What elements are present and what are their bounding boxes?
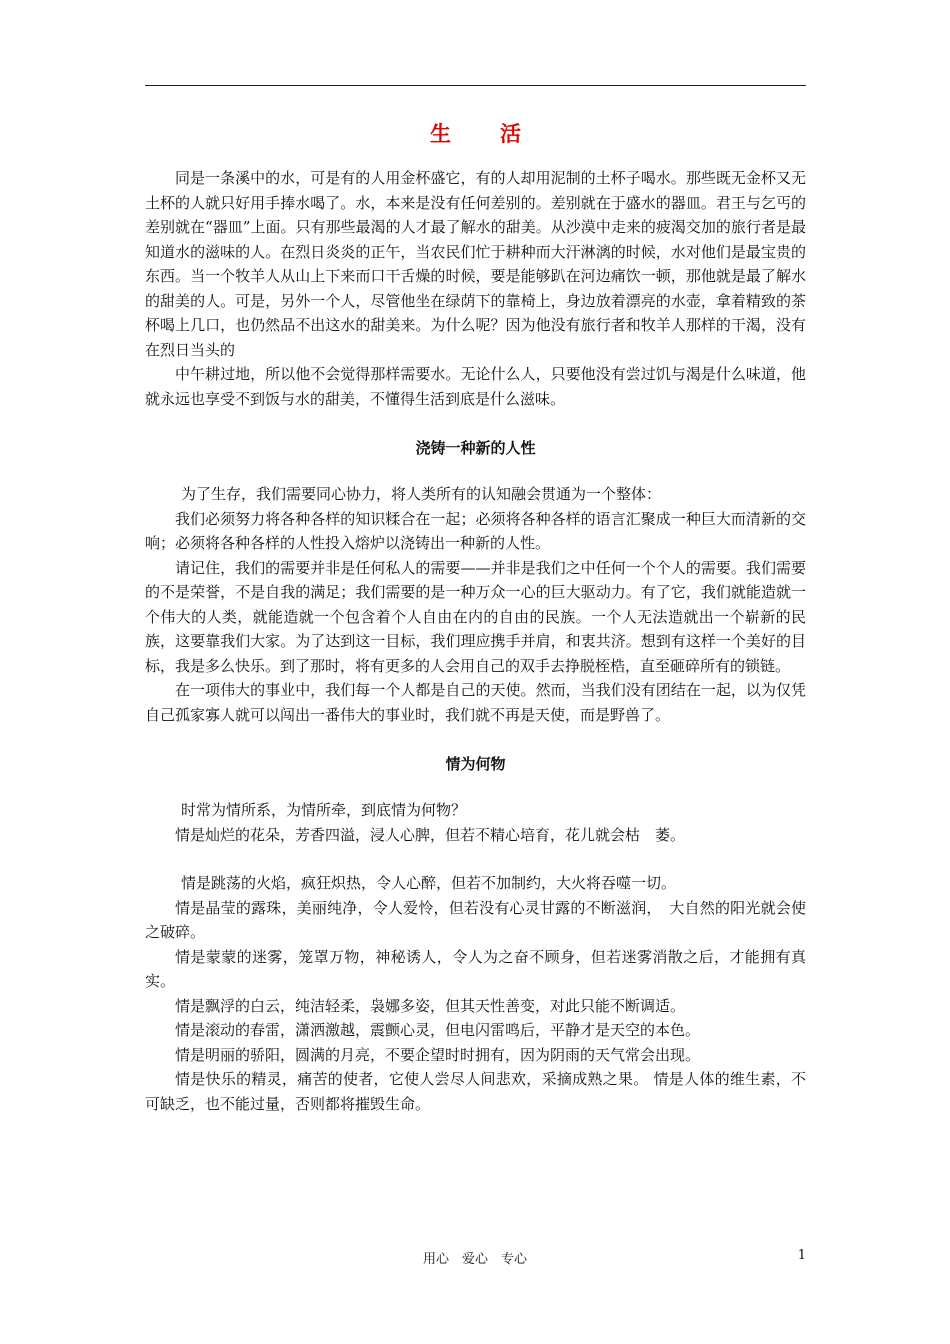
paragraph: 同是一条溪中的水，可是有的人用金杯盛它，有的人却用泥制的土杯子喝水。那些既无金杯又无土杯的人就只好用手捧水喝了。水，本来是没有任何差别的。差别就在于盛水的器皿。君王与乞丐的差别就在“器皿”上面。只有那些最渴的人才最了解水的甜美。从沙漠中走来的疲渴交加的旅行者是最知道水的滋味的人。在烈日炎炎的正午，当农民们忙于耕种而大汗淋漓的时候，水对他们是最宝贵的东西。当一个牧羊人从山上下来而口干舌燥的时候，要是能够趴在河边痛饮一顿，那他就是最了解水的甜美的人。可是，另外一个人，尽管他坐在绿荫下的靠椅上，身边放着漂亮的水壶，拿着精致的茶杯喝上几口，也仍然品不出这水的甜美来。为什么呢？因为他没有旅行者和牧羊人那样的干渴，没有在烈日当头的 bbox=[145, 169, 806, 359]
page-title: 生 活 bbox=[430, 121, 535, 146]
paragraph: 情是飘浮的白云，纯洁轻柔，袅娜多姿，但其天性善变，对此只能不断调适。 bbox=[175, 996, 686, 1015]
paragraph: 在一项伟大的事业中，我们每一个人都是自己的天使。然而，当我们没有团结在一起，以为仅凭自己孤家寡人就可以闯出一番伟大的事业时，我们就不再是天使，而是野兽了。 bbox=[145, 681, 806, 724]
paragraph: 情是明丽的骄阳，圆满的月亮，不要企望时时拥有，因为阴雨的天气常会出现。 bbox=[175, 1045, 701, 1064]
paragraph: 情是蒙蒙的迷雾，笼罩万物，神秘诱人，令人为之奋不顾身，但若迷雾消散之后，才能拥有真实。 bbox=[145, 947, 806, 990]
document-body bbox=[145, 118, 806, 1116]
paragraph: 情是滚动的春雷，潇洒激越，震颤心灵，但电闪雷鸣后，平静才是天空的本色。 bbox=[175, 1021, 701, 1039]
footer-motto: 用心 爱心 专心 bbox=[422, 1252, 527, 1267]
section-heading: 浇铸一种新的人性 bbox=[415, 439, 536, 457]
page-number: 1 bbox=[797, 1248, 806, 1263]
paragraph: 中午耕过地，所以他不会觉得那样需要水。无论什么人，只要他没有尝过饥与渴是什么味道，他就永远也享受不到饭与水的甜美，不懂得生活到底是什么滋味。 bbox=[145, 365, 806, 408]
paragraph: 请记住，我们的需要并非是任何私人的需要——并非是我们之中任何一个个人的需要。我们需要的不是荣誉，不是自我的满足；我们需要的是一种万众一心的巨大驱动力。有了它，我们就能造就一个伟大的人类，就能造就一个包含着个人自由在内的自由的民族。一个人无法造就出一个崭新的民族，这要靠我们大家。为了达到这一目标，我们理应携手并肩，和衷共济。想到有这样一个美好的目标，我是多么快乐。到了那时，将有更多的人会用自己的双手去挣脱桎梏，直至砸碎所有的锁链。 bbox=[145, 558, 806, 675]
paragraph: 我们必须努力将各种各样的知识糅合在一起；必须将各种各样的语言汇聚成一种巨大而清新的交响；必须将各种各样的人性投入熔炉以浇铸出一种新的人性。 bbox=[145, 509, 806, 552]
paragraph: 时常为情所系，为情所牵，到底情为何物？ bbox=[181, 801, 467, 819]
paragraph: 情是灿烂的花朵，芳香四溢，浸人心脾，但若不精心培育，花儿就会枯 萎。 bbox=[175, 825, 686, 844]
paragraph: 情是跳荡的火焰，疯狂炽热，令人心醉，但若不加制约，大火将吞噬一切。 bbox=[181, 874, 677, 892]
section-heading: 情为何物 bbox=[445, 755, 506, 773]
paragraph: 为了生存，我们需要同心协力，将人类所有的认知融会贯通为一个整体： bbox=[181, 485, 662, 503]
paragraph: 情是快乐的精灵，痛苦的使者，它使人尝尽人间悲欢，采摘成熟之果。 情是人体的维生素，不可缺乏，也不能过量，否则都将摧毁生命。 bbox=[145, 1070, 806, 1113]
paragraph: 情是晶莹的露珠，美丽纯净，令人爱怜，但若没有心灵甘露的不断滋润， 大自然的阳光就会使之破碎。 bbox=[145, 898, 806, 941]
header-rule bbox=[145, 85, 806, 86]
